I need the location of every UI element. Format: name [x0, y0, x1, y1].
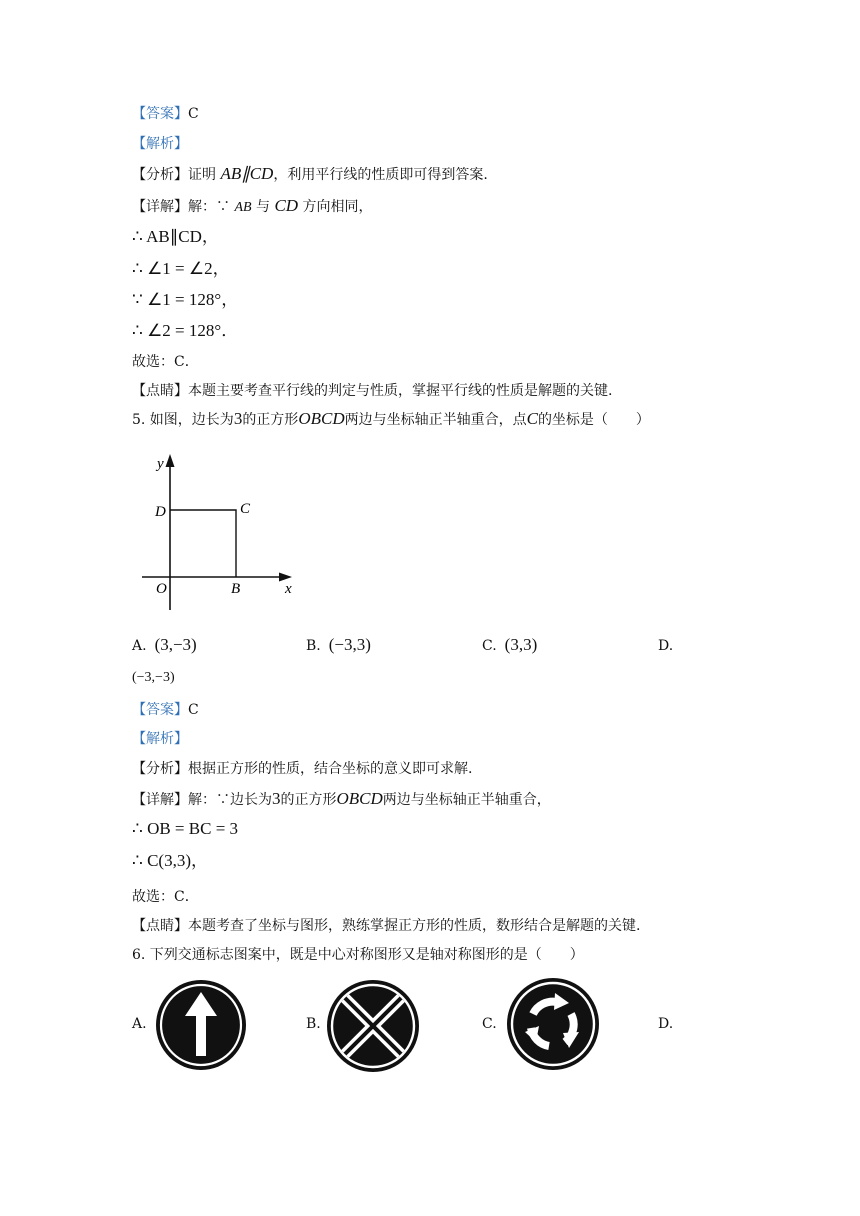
- q5-analysis-tag: 【解析】: [132, 731, 188, 747]
- straight-ahead-arrow-sign-icon: [154, 978, 248, 1072]
- stem-point-c: C: [526, 409, 538, 428]
- stem-pre-text: 5. 如图，边长为: [132, 412, 234, 428]
- xiangjie-side-length: 3: [272, 789, 281, 808]
- option-value: (3,3): [504, 635, 538, 654]
- answer-tag: 【答案】: [132, 702, 188, 718]
- q5-option-a[interactable]: [132, 635, 197, 656]
- fenxi-pre-text: 证明: [188, 167, 216, 183]
- q4-dianjing-line: [132, 381, 612, 401]
- label-o: O: [156, 581, 167, 597]
- dianjing-tag: 【点睛】: [132, 383, 188, 399]
- xiangjie-mid-text: 与: [256, 199, 271, 215]
- q4-step-2: ∴ ∠1 = ∠2，: [132, 259, 230, 278]
- q6-option-d-letter[interactable]: D.: [658, 1016, 674, 1032]
- q5-xiangjie-line: [132, 789, 551, 810]
- dianjing-text: 本题主要考查平行线的判定与性质，掌握平行线的性质是解题的关键.: [188, 383, 613, 399]
- q5-answer-line: [132, 700, 199, 720]
- xiangjie-tag: 【详解】: [132, 792, 188, 808]
- xiangjie-pre-text: 解：∵: [188, 199, 230, 215]
- q5-dianjing-line: [132, 916, 640, 936]
- answer-tag: 【答案】: [132, 106, 188, 122]
- stem-square-name: OBCD: [298, 409, 345, 428]
- q5-option-d[interactable]: [658, 636, 673, 656]
- xiangjie-pre-text: 解：∵边长为: [188, 792, 272, 808]
- coordinate-figure: [140, 450, 310, 615]
- q4-analysis-tag: 【解析】: [132, 136, 188, 152]
- q5-option-b[interactable]: [306, 635, 371, 656]
- q4-answer-line: [132, 104, 199, 124]
- label-c: C: [240, 501, 251, 517]
- q4-xiangjie-line: [132, 196, 373, 218]
- q5-step-2: ∴ C(3,3)，: [132, 851, 208, 870]
- fenxi-tag: 【分析】: [132, 761, 188, 777]
- stem-mid-text: 的正方形: [242, 412, 299, 428]
- fenxi-text: 根据正方形的性质，结合坐标的意义即可求解.: [188, 761, 473, 777]
- q5-choose: 故选：C．: [132, 889, 199, 905]
- answer-value: C: [188, 106, 199, 122]
- xiangjie-tag: 【详解】: [132, 199, 188, 215]
- q6-option-c-letter[interactable]: C.: [482, 1016, 497, 1032]
- fenxi-math: AB∥CD: [220, 164, 274, 183]
- option-letter: C.: [482, 638, 497, 654]
- q5-fenxi-line: [132, 759, 472, 779]
- xiangjie-ab: AB: [234, 200, 252, 215]
- q6-option-a-letter[interactable]: A.: [132, 1016, 147, 1032]
- option-value: (3,−3): [154, 635, 197, 654]
- q4-step-1: ∴ AB∥CD，: [132, 227, 219, 246]
- q4-step-3: ∵ ∠1 = 128°，: [132, 290, 239, 309]
- square-obcd: [170, 510, 236, 577]
- q4-step-4: ∴ ∠2 = 128°．: [132, 321, 239, 340]
- fenxi-post-text: ，利用平行线的性质即可得到答案.: [273, 167, 488, 183]
- stem-mid2-text: 两边与坐标轴正半轴重合，点: [344, 412, 527, 428]
- y-axis: [166, 454, 175, 610]
- xiangjie-post-text: 方向相同，: [302, 199, 373, 215]
- option-letter: D.: [658, 638, 674, 654]
- q4-fenxi-line: [132, 164, 488, 185]
- q5-step-1: ∴ OB = BC = 3: [132, 819, 239, 838]
- x-cross-sign-icon: [325, 978, 421, 1074]
- q4-choose: 故选：C．: [132, 354, 199, 370]
- q5-stem: [132, 409, 650, 430]
- xiangjie-mid-text: 的正方形: [280, 792, 337, 808]
- xiangjie-cd: CD: [274, 196, 299, 215]
- y-axis-label: y: [157, 456, 164, 472]
- option-value: (−3,3): [328, 635, 371, 654]
- q5-option-c[interactable]: [482, 635, 537, 656]
- option-letter: B.: [306, 638, 321, 654]
- q6-option-b-letter[interactable]: B.: [306, 1016, 321, 1032]
- stem-side-length: 3: [233, 409, 243, 428]
- option-letter: A.: [132, 638, 147, 654]
- xiangjie-square-name: OBCD: [336, 789, 383, 808]
- answer-value: C: [188, 702, 199, 718]
- stem-post-text: 的坐标是（ ）: [537, 412, 650, 428]
- dianjing-text: 本题考查了坐标与图形，熟练掌握正方形的性质，数形结合是解题的关键.: [188, 918, 641, 934]
- fenxi-tag: 【分析】: [132, 167, 188, 183]
- label-b: B: [231, 581, 241, 597]
- q6-stem: 6. 下列交通标志图案中，既是中心对称图形又是轴对称图形的是（ ）: [132, 947, 584, 963]
- label-d: D: [155, 504, 166, 520]
- x-axis-label: x: [285, 581, 292, 597]
- xiangjie-post-text: 两边与坐标轴正半轴重合，: [382, 792, 551, 808]
- q5-option-d-value: (−3,−3): [132, 670, 175, 685]
- roundabout-sign-icon: [505, 976, 601, 1072]
- dianjing-tag: 【点睛】: [132, 918, 188, 934]
